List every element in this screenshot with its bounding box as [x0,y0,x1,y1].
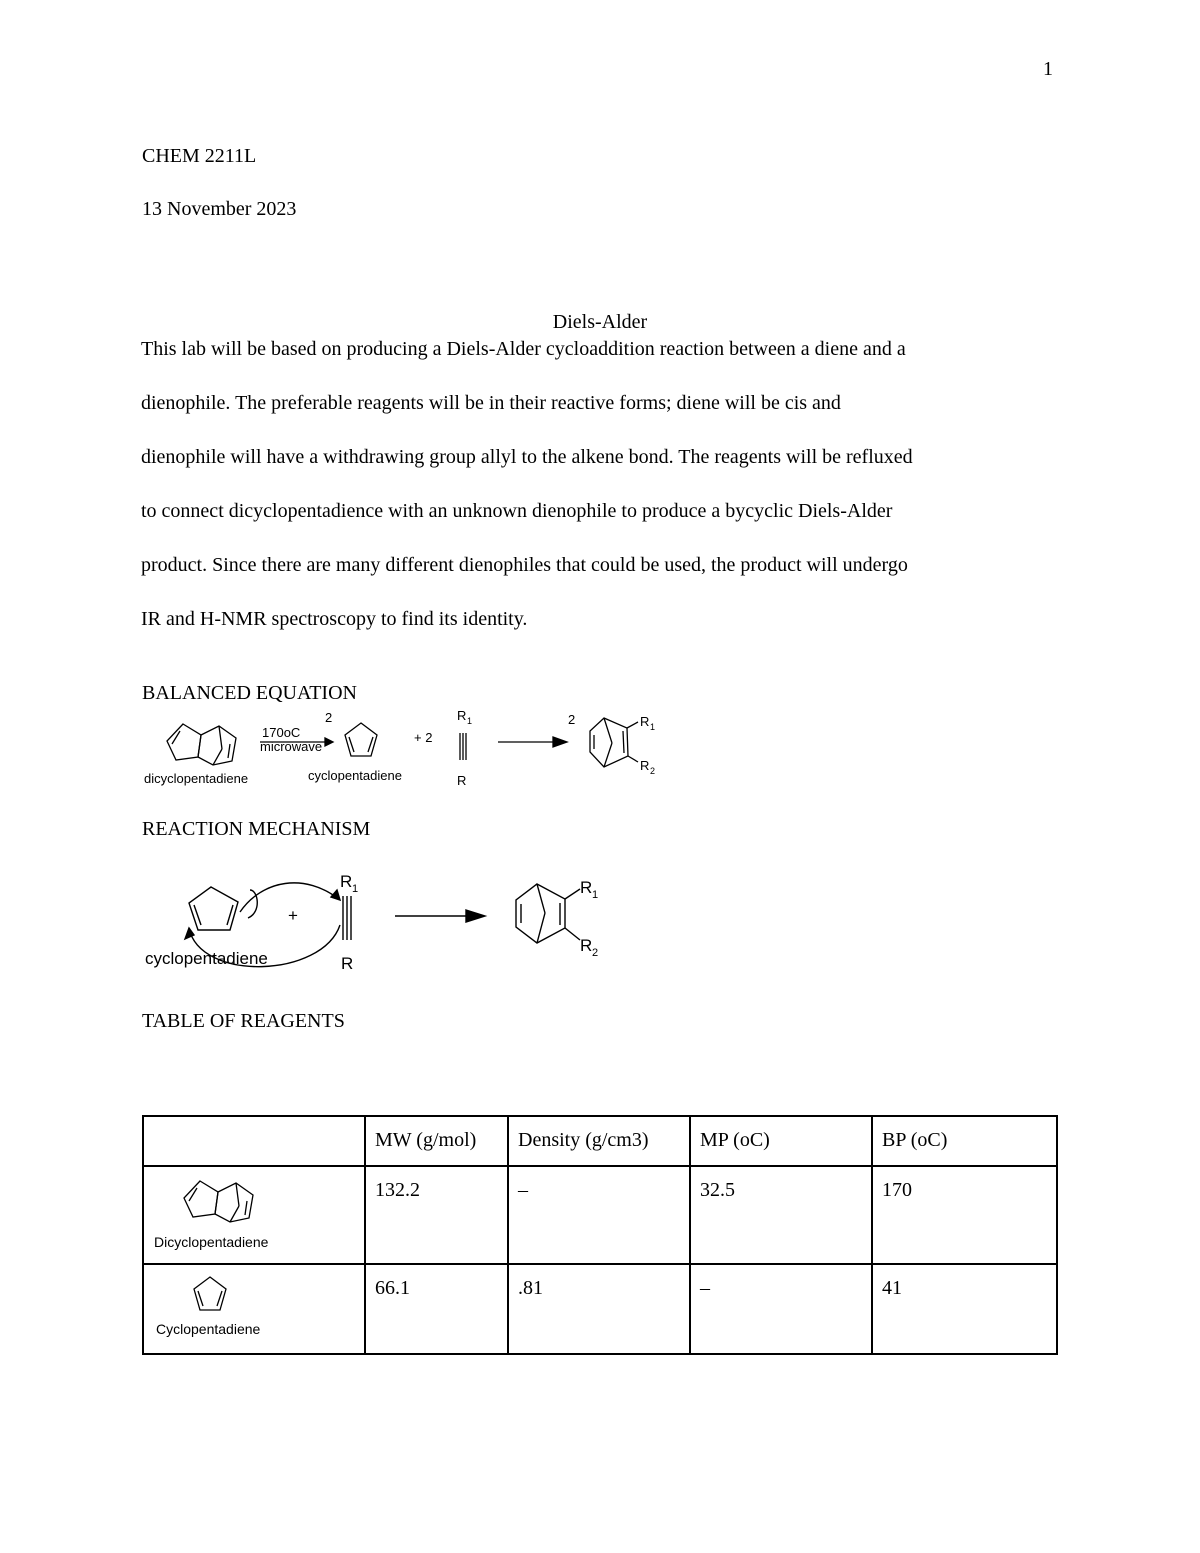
table-row [143,1166,1057,1264]
intro-line-6: IR and H-NMR spectroscopy to find its identity. [141,608,528,630]
reagent-structure-cell [143,1166,365,1264]
product-r2: R [640,758,650,773]
reagent-structure-cell [143,1264,365,1354]
dicyclopentadiene-structure-icon [150,1171,355,1257]
mechanism-diene-structure [189,887,238,930]
product-r1: R [640,714,650,729]
header-cell-density: Density (g/cm3) [508,1116,690,1166]
reagent-density: – [508,1166,690,1264]
reagent-bp: 170 [872,1166,1057,1264]
reagent-bp: 41 [872,1264,1057,1354]
header-cell-mp: MP (oC) [690,1116,872,1166]
mechanism-r1-subscript: 1 [352,883,359,895]
product-coefficient: 2 [568,712,576,727]
cyclopentadiene-coefficient: 2 [325,710,333,725]
dienophile-r1: R [457,708,467,723]
reaction-mechanism-heading: REACTION MECHANISM [142,818,371,840]
product-structure [590,718,628,767]
intro-line-5: product. Since there are many different dienophiles that could be used, the product will undergo [141,554,908,576]
dienophile-coefficient: + 2 [414,730,433,745]
document-title: Diels-Alder [552,311,648,333]
product-r2-subscript: 2 [650,766,656,776]
page-number: 1 [1043,58,1053,80]
reagent-name: Cyclopentadiene [156,1321,261,1337]
table-of-reagents-heading: TABLE OF REAGENTS [142,1010,345,1032]
mechanism-product-r2: R [580,936,593,955]
mechanism-product-structure [516,884,565,943]
condition-temperature: 170oC [262,725,301,740]
intro-line-2: dienophile. The preferable reagents will be in their reactive forms; diene will be cis and [141,392,841,414]
condition-method: microwave [260,739,323,754]
dienophile-r1-subscript: 1 [467,716,473,726]
mechanism-product-r1-subscript: 1 [592,889,599,901]
reagent-mp: – [690,1264,872,1354]
reagent-mw: 66.1 [365,1264,508,1354]
mechanism-product-r1: R [580,878,593,897]
reagent-name: Dicyclopentadiene [154,1234,269,1250]
electron-arrow-2 [189,925,340,967]
reagents-table [142,1115,1058,1355]
header-cell-bp: BP (oC) [872,1116,1057,1166]
table-row [143,1264,1057,1354]
intro-line-1: This lab will be based on producing a Diels-Alder cycloaddition reaction between a diene and a [141,338,906,360]
mechanism-diene-label: cyclopentadiene [145,949,268,968]
reagent-mp: 32.5 [690,1166,872,1264]
mechanism-plus: + [288,906,298,925]
electron-arrow-1 [240,883,340,912]
mechanism-r1: R [340,872,353,891]
cyclopentadiene-structure [345,723,377,756]
product-r1-subscript: 1 [650,722,656,732]
dicyclopentadiene-label: dicyclopentadiene [144,771,249,786]
cyclopentadiene-label: cyclopentadiene [308,768,402,783]
dienophile-r: R [457,773,467,788]
intro-line-3: dienophile will have a withdrawing group allyl to the alkene bond. The reagents will be refluxed [141,446,913,468]
reagent-mw: 132.2 [365,1166,508,1264]
report-date: 13 November 2023 [142,198,297,220]
dicyclopentadiene-structure [167,724,201,760]
header-cell-empty [143,1116,365,1166]
cyclopentadiene-structure-icon [150,1269,355,1347]
mechanism-product-r2-subscript: 2 [592,947,599,959]
table-header-row [143,1116,1057,1166]
balanced-equation-heading: BALANCED EQUATION [142,682,357,704]
reagent-density: .81 [508,1264,690,1354]
course-code: CHEM 2211L [142,145,257,167]
intro-line-4: to connect dicyclopentadience with an unknown dienophile to produce a bycyclic Diels-Alder [141,500,893,522]
mechanism-r: R [341,954,354,973]
header-cell-mw: MW (g/mol) [365,1116,508,1166]
